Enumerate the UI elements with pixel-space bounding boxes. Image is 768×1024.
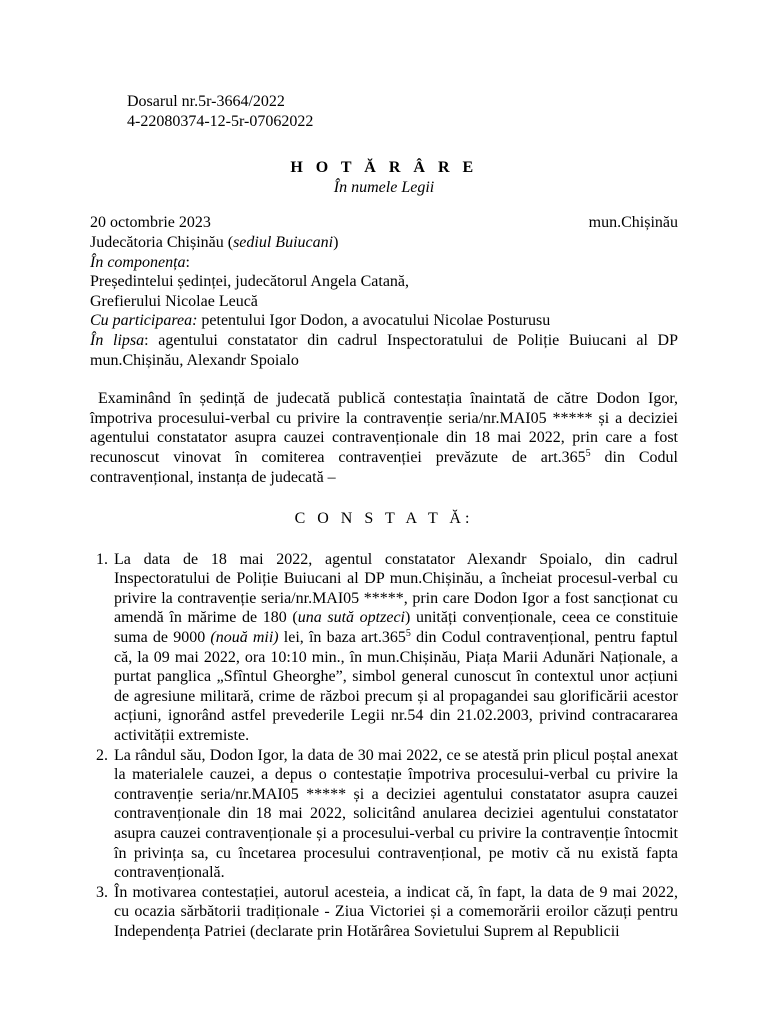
list-item-1: [112, 550, 678, 746]
absence-line: [90, 331, 678, 370]
case-code: 4-22080374-12-5r-07062022: [127, 112, 314, 130]
item1-part2: ) unități convenționale, ceea ce constituie suma de 9000: [114, 609, 678, 647]
court-seat: sediul Buiucani: [233, 233, 334, 251]
composition-label: În componența: [90, 253, 186, 271]
case-reference: [127, 92, 678, 131]
item1-part1: La data de 18 mai 2022, agentul constatator Alexandr Spoialo, din cadrul Inspectoratului de Poliție Buiucani al DP mun.Chișinău, a încheiat procesul-verbal cu privire la contravenție seria/nr.MAI05 *****, prin care Dodon Igor a fost sancționat cu amendă în mărime de 180 (: [114, 550, 678, 627]
findings-list: [90, 550, 678, 942]
item1-part3: lei, în baza art.365: [278, 629, 406, 647]
court-president: Președintelui ședinței, judecătorul Angela Catană,: [90, 273, 410, 291]
intro-text: Examinând în ședință de judecată publică contestația înaintată de către Dodon Igor, împotriva procesului-verbal cu privire la contravenție seria/nr.MAI05 ***** și a deciziei agentului constatator asupra cauzei contravenționale din 18 mai 2022, prin care a fost recunoscut vinovat în comiterea contravenției prevăzute de art.365: [90, 390, 678, 466]
document-subtitle: În numele Legii: [333, 178, 435, 196]
composition-line: [90, 253, 678, 273]
item1-sum-words: (nouă mii): [210, 629, 279, 647]
court-clerk: Grefierului Nicolae Leucă: [90, 292, 258, 310]
court-name-close: ): [333, 233, 339, 251]
list-item-2: 2. La rândul său, Dodon Igor, la data de 30 mai 2022, ce se atestă prin plicul poștal anexat la materialele cauzei, a depus o contestație împotriva procesului-verbal cu privire la contravenție seria/nr.MAI05 ***** și a deciziei agentului constatator asupra cauzei contravenționale din 18 mai 2022, solicitând anularea deciziei agentului constatator asupra cauzei contravenționale și a procesului-verbal cu privire la contravenție întocmit în privința sa, cu încetarea procesului contravențional, pe motiv că nu există fapta contravențională.: [112, 746, 678, 883]
case-number: Dosarul nr.5r-3664/2022: [127, 93, 285, 110]
section-title: C O N S T A T Ă:: [294, 510, 474, 528]
court-name-text: Judecătoria Chișinău (: [90, 233, 234, 251]
intro-superscript: 5: [585, 447, 591, 459]
item1-superscript: 5: [405, 628, 411, 640]
document-title: H O T Ă R Â R E: [290, 159, 478, 177]
decision-place: mun.Chișinău: [588, 214, 678, 232]
composition-label-suffix: :: [185, 253, 190, 271]
decision-date: 20 octombrie 2023: [90, 214, 211, 232]
participation-line: [90, 311, 678, 331]
list-item-3: 3. În motivarea contestației, autorul acesteia, a indicat că, în fapt, la data de 9 mai 2022, cu ocazia sărbătorii tradiționale - Ziua Victoriei și a comemorării eroilor căzuți pentru Independența Patriei (declarate prin Hotărârea Sovietului Suprem al Republicii: [112, 883, 678, 942]
absence-text: : agentului constatator din cadrul Inspectoratului de Poliție Buiucani al DP mun.Chișinău, Alexandr Spoialo: [90, 331, 679, 369]
item1-amount-words: una sută optzeci: [297, 609, 405, 627]
court-name: [90, 233, 678, 253]
absence-label: În lipsa: [90, 331, 145, 349]
date-place-row: [90, 213, 678, 233]
intro-text-end: din Codul contravențional, instanța de judecată –: [90, 448, 679, 486]
title-block: [90, 158, 678, 197]
participation-text: petentului Igor Dodon, a avocatului Nicolae Posturusu: [197, 312, 551, 330]
intro-paragraph: [90, 389, 678, 487]
participation-label: Cu participarea:: [90, 312, 198, 330]
item1-part4: din Codul contravențional, pentru faptul că, la 09 mai 2022, ora 10:10 min., în mun.Chișinău, Piața Marii Adunări Naționale, a purtat panglica „Sfîntul Gheorghe”, simbol general cunoscut în contextul unor acțiuni de agresiune militară, crime de război precum și al propagandei sau glorificării acestor acțiuni, ignorând astfel prevederile Legii nr.54 din 21.02.2003, privind contracararea activității extremiste.: [114, 629, 679, 745]
